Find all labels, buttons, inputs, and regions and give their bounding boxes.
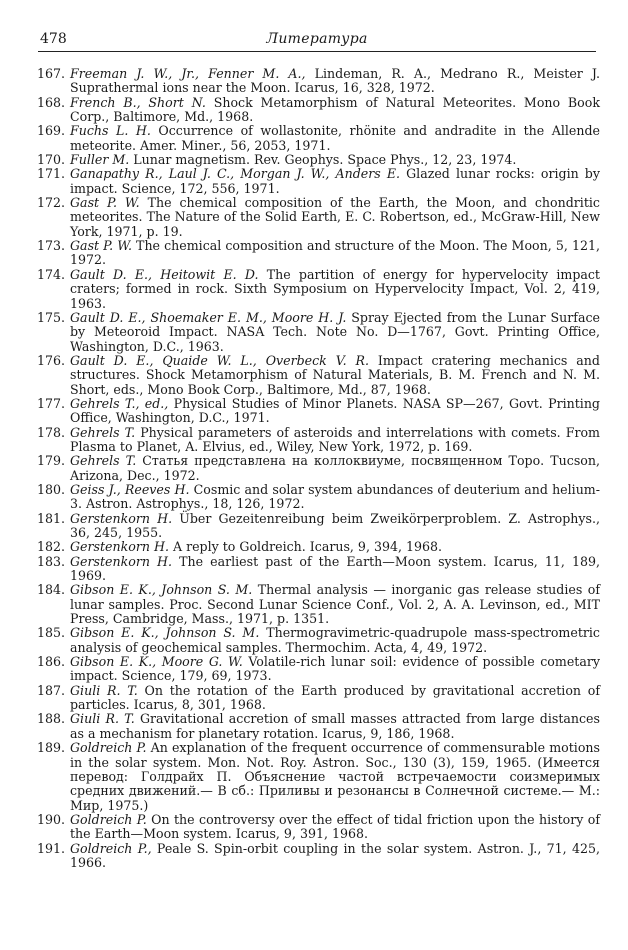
reference-body [70,655,600,684]
reference-text: Glazed lunar rocks: origin by impact. Science, 172, 556, 1971. [70,166,600,196]
reference-text: Occurrence of wollastonite, rhönite and andradite in the Allende meteorite. Amer. Miner., 56, 2053, 1971. [70,123,600,153]
reference-body [70,239,600,268]
reference-number: 190. [36,811,65,827]
reference-text: Lindeman, R. A., Medrano R., Meister J. Suprathermal ions near the Moon. Icarus, 16, 328, 1972. [70,66,600,96]
reference-item [30,196,600,239]
reference-text: Cosmic and solar system abundances of deuterium and helium-3. Astron. Astrophys., 18, 126, 1972. [70,481,601,512]
reference-authors: Goldreich P. [70,811,147,827]
reference-item [30,842,600,871]
reference-authors: Gault D. E., Quaide W. L., Overbeck V. R. [70,352,370,368]
reference-number: 180. [36,481,65,497]
reference-body [70,354,600,397]
reference-number: 183. [36,553,65,569]
reference-text: An explanation of the frequent occurrence of commensurable motions in the solar system. Mon. Not. Roy. Astron. Soc., 130 (3), 159, 1965. (Имеется перевод: Голдрайх П. Объяснение частой встречаемости соизмеримых средних движений.— В сб.: Приливы и резонансы в Солнечной системе.— М.: Мир, 1975.) [70,740,600,813]
reference-item [30,354,600,397]
reference-body [70,268,600,311]
reference-number: 169. [36,123,65,139]
reference-item [30,626,600,655]
reference-authors: Gast P. W. [70,195,140,211]
running-title: Литература [266,31,368,47]
reference-number: 171. [36,166,65,182]
reference-number: 191. [36,840,65,856]
reference-authors: Gehrels T., ed., [70,395,169,411]
reference-body [70,626,600,655]
page-header [38,29,596,52]
reference-authors: Gault D. E., Shoemaker E. M., Moore H. J. [70,309,347,325]
reference-authors: Goldreich P. [70,740,147,756]
reference-item [30,684,600,713]
reference-body [70,167,600,196]
reference-authors: Gehrels T. [70,453,137,469]
reference-item [30,239,600,268]
reference-text: On the controversy over the effect of tidal friction upon the history of the Earth—Moon system. Icarus, 9, 391, 1968. [70,811,600,842]
reference-item [30,67,600,96]
reference-authors: Gibson E. K., Moore G. W. [70,654,243,670]
reference-text: Gravitational accretion of small masses attracted from large distances as a mechanism for planetary rotation. Icarus, 9, 186, 1968. [70,711,600,741]
reference-number: 173. [36,238,65,254]
reference-body [70,512,600,541]
reference-authors: Goldreich P., [70,840,152,856]
reference-body [70,196,600,239]
reference-authors: Gehrels T. [70,424,136,440]
reference-item [30,124,600,153]
reference-number: 186. [36,654,65,670]
reference-body [70,96,600,125]
reference-authors: Gerstenkorn H. [70,510,173,526]
reference-item [30,540,600,554]
reference-authors: Freeman J. W., Jr., Fenner M. A., [70,66,306,81]
reference-authors: Fuchs L. H. [70,123,151,139]
reference-item [30,583,600,626]
reference-number: 187. [36,682,65,698]
reference-list [30,67,600,870]
reference-body [70,67,600,96]
reference-body [70,583,600,626]
reference-text: Physical parameters of asteroids and interrelations with comets. From Plasma to Planet, A. Elvius, ed., Wiley, New York, 1972, p. 169. [70,424,600,454]
reference-body [70,426,600,455]
reference-number: 188. [36,711,65,727]
reference-text: Physical Studies of Minor Planets. NASA SP—267, Govt. Printing Office, Washington, D.C., 1971. [70,395,600,426]
reference-number: 179. [36,453,65,469]
reference-item [30,397,600,426]
reference-text: The chemical composition and structure of the Moon. The Moon, 5, 121, 1972. [70,238,600,268]
reference-body [70,454,600,483]
reference-body [70,842,600,871]
reference-number: 172. [36,195,65,211]
reference-text: Lunar magnetism. Rev. Geophys. Space Phys., 12, 23, 1974. [129,152,517,168]
reference-item [30,153,600,167]
reference-item [30,167,600,196]
reference-authors: Gault D. E., Heitowit E. D. [70,266,259,282]
reference-authors: Gibson E. K., Johnson S. M. [70,582,253,598]
reference-authors: French B., Short N. [70,94,206,110]
reference-item [30,454,600,483]
reference-number: 174. [36,266,65,282]
reference-item [30,483,600,512]
reference-text: Thermal analysis — inorganic gas release studies of lunar samples. Proc. Second Lunar Science Conf., Vol. 2, A. A. Levinson, ed., MIT Press, Cambridge, Mass., 1971, p. 1351. [70,582,600,627]
reference-body [70,684,600,713]
reference-text: A reply to Goldreich. Icarus, 9, 394, 1968. [168,539,443,555]
reference-text: The partition of energy for hypervelocity impact craters; formed in rock. Sixth Symposium on Hypervelocity Impact, Vol. 2, 419, 1963. [70,266,600,311]
reference-item [30,512,600,541]
reference-body [70,483,600,512]
reference-text: Impact cratering mechanics and structures. Shock Metamorphism of Natural Materials, B. M. French and N. M. Short, eds., Mono Book Corp., Baltimore, Md., 87, 1968. [70,352,600,397]
reference-item [30,311,600,354]
reference-text: Thermogravimetric-quadrupole mass-spectrometric analysis of geochemical samples. Thermochim. Acta, 4, 49, 1972. [70,625,600,655]
reference-number: 167. [36,66,65,81]
reference-number: 176. [36,352,65,368]
reference-text: The chemical composition of the Earth, the Moon, and chondritic meteorites. The Nature of the Solid Earth, E. C. Robertson, ed., McGraw-Hill, New York, 1971, p. 19. [70,195,600,239]
reference-text: Über Gezeitenreibung beim Zweikörperproblem. Z. Astrophys., 36, 245, 1955. [70,510,600,540]
reference-number: 189. [36,740,65,756]
reference-item [30,813,600,842]
reference-item [30,268,600,311]
reference-authors: Giuli R. T. [70,711,135,727]
reference-text: Volatile-rich lunar soil: evidence of possible cometary impact. Science, 179, 69, 1973. [70,654,600,684]
reference-authors: Fuller M. [70,152,130,168]
reference-item [30,712,600,741]
reference-authors: Gerstenkorn H. [70,539,169,555]
reference-number: 177. [36,395,65,411]
reference-authors: Gast P. W. [70,238,132,254]
reference-number: 185. [36,625,65,641]
reference-body [70,311,600,354]
reference-text: Peale S. Spin-orbit coupling in the solar system. Astron. J., 71, 425, 1966. [70,840,600,870]
reference-body [70,540,600,554]
page-number: 478 [40,31,67,47]
reference-body [70,712,600,741]
reference-body [70,813,600,842]
reference-number: 182. [36,539,65,555]
reference-item [30,426,600,455]
reference-text: Статья представлена на коллоквиуме, посвященном Торо. Tucson, Arizona, Dec., 1972. [70,453,600,483]
reference-authors: Gerstenkorn H. [70,553,173,569]
reference-body [70,397,600,426]
reference-number: 168. [36,94,65,110]
reference-authors: Ganapathy R., Laul J. C., Morgan J. W., Anders E. [70,166,401,182]
reference-authors: Gibson E. K., Johnson S. M. [70,625,260,641]
reference-number: 181. [36,510,65,526]
reference-item [30,741,600,813]
reference-item [30,96,600,125]
reference-body [70,741,600,813]
reference-item [30,555,600,584]
reference-body [70,153,600,167]
reference-number: 170. [36,152,65,168]
reference-number: 175. [36,309,65,325]
reference-item [30,655,600,684]
reference-number: 184. [36,582,65,598]
reference-authors: Giuli R. T. [70,682,138,698]
reference-text: On the rotation of the Earth produced by gravitational accretion of particles. Icarus, 8, 301, 1968. [70,682,600,713]
reference-body [70,124,600,153]
reference-text: The earliest past of the Earth—Moon system. Icarus, 11, 189, 1969. [70,553,600,584]
reference-text: Spray Ejected from the Lunar Surface by Meteoroid Impact. NASA Tech. Note No. D—1767, Govt. Printing Office, Washington, D.C., 1963. [70,309,600,354]
reference-authors: Geiss J., Reeves H. [70,481,190,497]
reference-text: Shock Metamorphism of Natural Meteorites. Mono Book Corp., Baltimore, Md., 1968. [70,94,600,125]
reference-number: 178. [36,424,65,440]
reference-body [70,555,600,584]
